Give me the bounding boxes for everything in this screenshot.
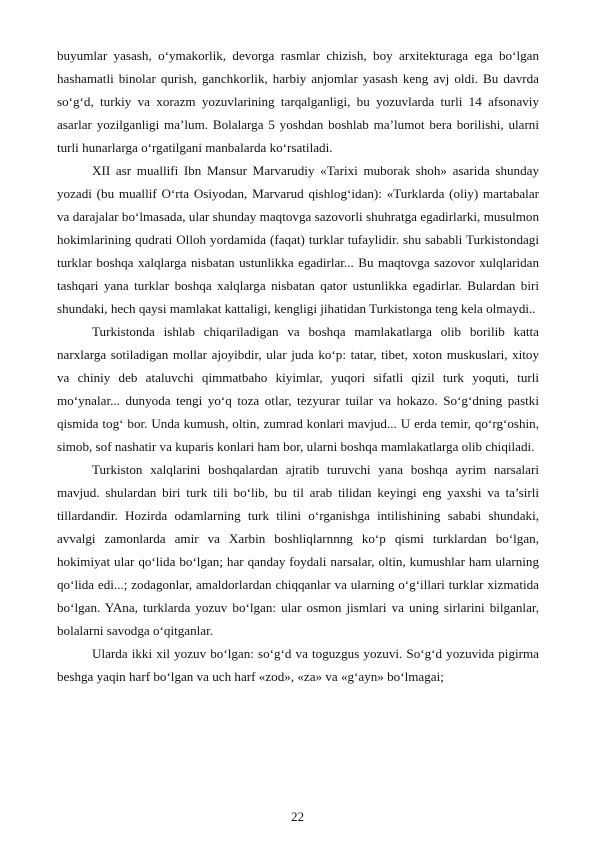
paragraph-5: Ularda ikki xil yozuv bo‘lgan: so‘g‘d va toguzgus yozuvi. So‘g‘d yozuvida pigirma beshga yaqin harf bo‘lgan va uch harf «zod», «za» va «g‘ayn» bo‘lmagai;: [57, 646, 539, 684]
text-body: [57, 44, 539, 688]
paragraph-4: Turkiston xalqlarini boshqalardan ajratib turuvchi yana boshqa ayrim narsalari mavjud. shulardan biri turk tili bo‘lib, bu til arab tilidan keyingi eng yaxshi va ta’sirli tillardandir. Hozirda odamlarning turk tilini o‘rganishga intilishining sababi shundaki, avvalgi zamonlarda amir va Xarbin boshliqlarnnng ko‘p qismi turklardan bo‘lgan, hokimiyat ular qo‘lida bo‘lgan; har qanday foydali narsalar, oltin, kumushlar ham ularning qo‘lida edi...; zodagonlar, amaldorlardan chiqqanlar va ularning o‘g‘illari turklar xizmatida bo‘lgan. YAna, turklarda yozuv bo‘lgan: ular osmon jismlari va uning sirlarini bilganlar, bolalarni savodga o‘qitganlar.: [57, 462, 539, 638]
paragraph-3: Turkistonda ishlab chiqariladigan va boshqa mamlakatlarga olib borilib katta narxlarga sotiladigan mollar ajoyibdir, ular juda ko‘p: tatar, tibet, xoton muskuslari, xitoy va chiniy deb ataluvchi qimmatbaho kiyimlar, yuqori sifatli qizil turk yoquti, turli mo‘ynalar... dunyoda tengi yo‘q toza otlar, tezyurar tuilar va hokazo. So‘g‘dning pastki qismida tog‘ bor. Unda kumush, oltin, zumrad konlari mavjud... U erda temir, qo‘rg‘oshin, simob, sof nashatir va kuparis konlari ham bor, ularni boshqa mamlakatlarga olib chiqiladi.: [57, 324, 539, 454]
page-number: 22: [290, 809, 305, 824]
paragraph-2: XII asr muallifi Ibn Mansur Marvarudiy «Tarixi muborak shoh» asarida shunday yozadi (bu muallif O‘rta Osiyodan, Marvarud qishlog‘idan): «Turklarda (oliy) martabalar va darajalar bo‘lmasada, ular shunday maqtovga sazovorli shuhratga egadirlarki, musulmon hokimlarining qudrati Olloh yordamida (faqat) turklar tufaylidir. shu sababli Turkistondagi turklar boshqa xalqlarga nisbatan ustunlikka egadirlar... Bu maqtovga sazovor xulqlaridan tashqari yana turklar boshqa xalqlarga nisbatan qator ustunlikka egadirlar. Bulardan biri shundaki, hech qaysi mamlakat kattaligi, kengligi jihatidan Turkistonga teng kela olmaydi..: [57, 163, 539, 316]
paragraph-1: buyumlar yasash, o‘ymakorlik, devorga rasmlar chizish, boy arxitekturaga ega bo‘lgan hashamatli binolar qurish, ganchkorlik, harbiy anjomlar yasash keng avj oldi. Bu davrda so‘g‘d, turkiy va xorazm yozuvlarining tarqalganligi, bu yozuvlarda turli 14 afsonaviy asarlar yozilganligi ma’lum. Bolalarga 5 yoshdan boshlab ma’lumot bera borilishi, ularni turli hunarlarga o‘rgatilgani manbalarda ko‘rsatiladi.: [57, 48, 539, 155]
